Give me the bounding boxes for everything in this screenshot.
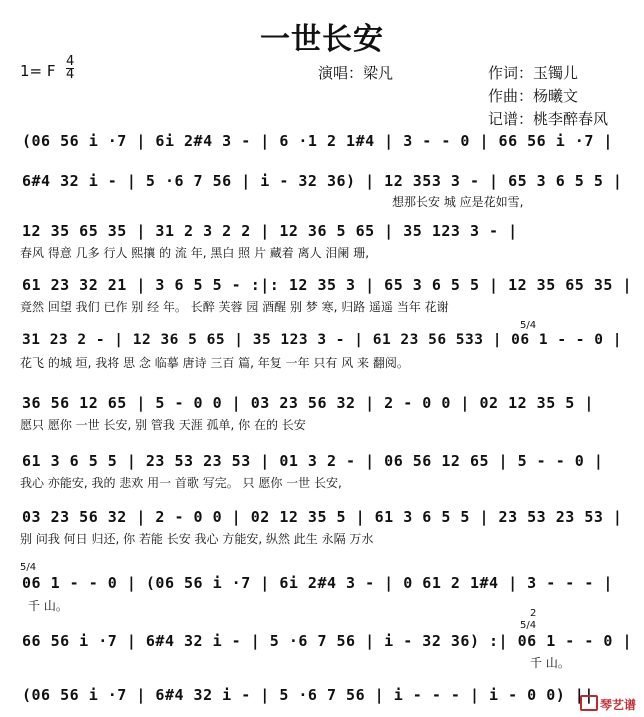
key-signature: 1= F (20, 62, 56, 80)
tempo-change-3: 5/4 (520, 620, 537, 631)
logo-text: 琴艺谱 (599, 698, 636, 712)
score-row-3-notes: 12 35 65 35 | 31 2 3 2 2 | 12 36 5 65 | 35 123 3 - | (22, 222, 518, 240)
score-row-8-lyrics: 别 问我 何日 归还, 你 若能 长安 我心 方能安, 纵然 此生 永隔 万水 (20, 532, 374, 546)
time-signature-top: 4 (66, 54, 75, 69)
time-signature (66, 56, 74, 81)
score-row-2-lyrics: 想那长安 城 应是花如雪, (392, 195, 524, 209)
transcriber-credit: 记谱：桃李醉春风 (488, 110, 609, 128)
score-row-10-notes: 66 56 i ·7 | 6#4 32 i - | 5 ·6 7 56 | i - 32 36) :| 06 1 - - 0 | (22, 632, 632, 650)
score-row-5-notes: 31 23 2 - | 12 36 5 65 | 35 123 3 - | 61 23 56 533 | 06 1 - - 0 | (22, 332, 622, 348)
score-row-1-notes: (06 56 i ·7 | 6i 2#4 3 - | 6 ·1 2 1#4 | 3 - - 0 | 66 56 i ·7 | (22, 132, 613, 150)
score-row-4-notes: 61 23 32 21 | 3 6 5 5 - :|: 12 35 3 | 65 3 6 5 5 | 12 35 65 35 | (22, 276, 632, 294)
site-logo (580, 695, 636, 713)
score-row-9-lyrics: 千 山。 (28, 599, 68, 613)
score-row-8-notes: 03 23 56 32 | 2 - 0 0 | 02 12 35 5 | 61 3 6 5 5 | 23 53 23 53 | (22, 508, 623, 526)
singer-credit: 演唱：梁凡 (318, 64, 394, 82)
lyricist-credit: 作词：玉镯儿 (488, 64, 579, 82)
volta-ending-2: 2 (530, 608, 537, 619)
score-row-7-notes: 61 3 6 5 5 | 23 53 23 53 | 01 3 2 - | 06 56 12 65 | 5 - - 0 | (22, 452, 604, 470)
score-row-7-lyrics: 我心 亦能安, 我的 悲欢 用一 首歌 写完。 只 愿你 一世 长安, (20, 476, 342, 490)
score-row-4-lyrics: 竟然 回望 我们 已作 别 经 年。 长醉 芙蓉 园 酒醒 别 梦 寒, 归路 遥遥 当年 花谢 (20, 300, 449, 314)
score-row-6-lyrics: 愿只 愿你 一世 长安, 别 管我 天涯 孤单, 你 在的 长安 (20, 418, 306, 432)
score-row-2-notes: 6#4 32 i - | 5 ·6 7 56 | i - 32 36) | 12 353 3 - | 65 3 6 5 5 | (22, 172, 623, 190)
tempo-change-1: 5/4 (520, 320, 537, 331)
score-row-10-lyrics: 千 山。 (530, 656, 570, 670)
score-row-3-lyrics: 春风 得意 几多 行人 熙攘 的 流 年, 黑白 照 片 藏着 离人 泪阑 珊, (20, 246, 370, 260)
score-row-11-notes: (06 56 i ·7 | 6#4 32 i - | 5 ·6 7 56 | i - - - | i - 0 0) || (22, 686, 594, 704)
score-row-9-notes: 06 1 - - 0 | (06 56 i ·7 | 6i 2#4 3 - | 0 61 2 1#4 | 3 - - - | (22, 574, 613, 592)
score-title: 一世长安 (260, 22, 384, 57)
composer-credit: 作曲：杨曦文 (488, 87, 579, 105)
score-row-6-notes: 36 56 12 65 | 5 - 0 0 | 03 23 56 32 | 2 - 0 0 | 02 12 35 5 | (22, 394, 594, 412)
time-signature-bottom: 4 (66, 67, 75, 82)
tempo-change-2: 5/4 (20, 562, 37, 573)
score-row-5-lyrics: 花飞 的城 垣, 我将 思 念 临摹 唐诗 三百 篇, 年复 一年 只有 风 来 翻阅。 (20, 356, 409, 370)
logo-icon (580, 695, 598, 711)
